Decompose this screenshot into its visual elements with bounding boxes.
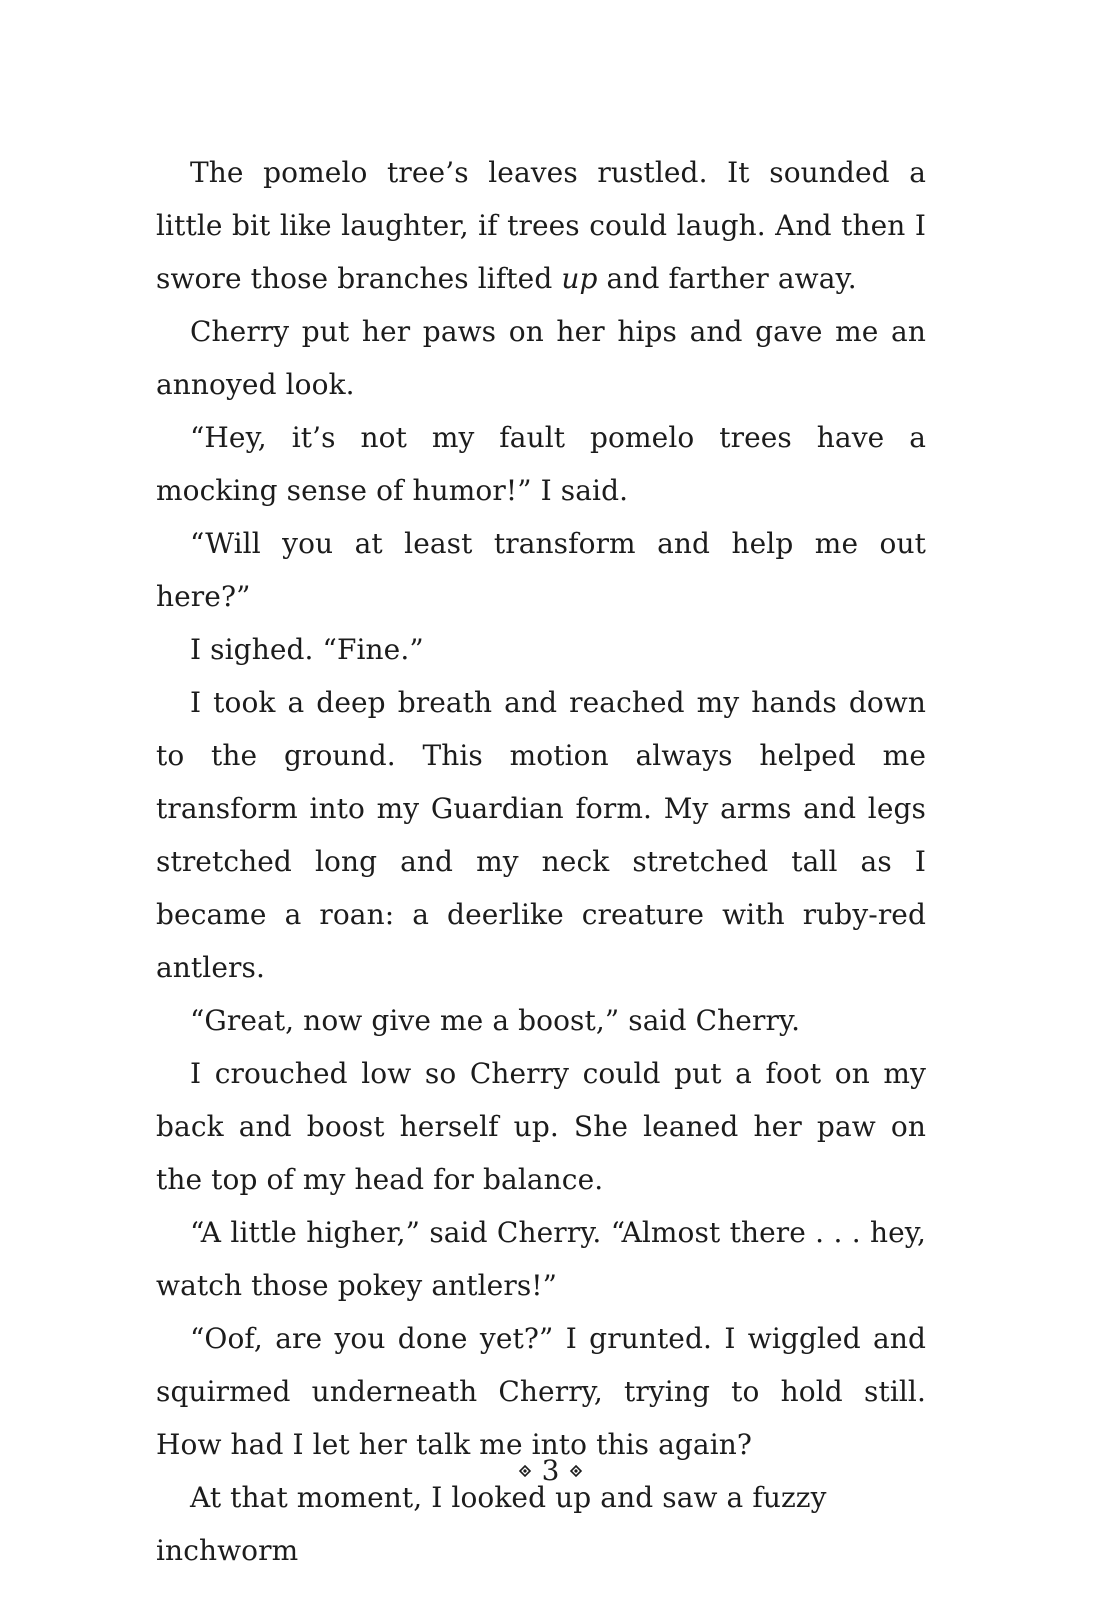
paragraph-8: I crouched low so Cherry could put a foot on my back and boost herself up. She leaned her paw on the top of my head for balance. xyxy=(156,1057,926,1196)
paragraph-4: “Will you at least transform and help me out here?” xyxy=(156,527,926,613)
body-text xyxy=(156,146,926,1577)
paragraph-9: “A little higher,” said Cherry. “Almost there . . . hey, watch those pokey antlers!” xyxy=(156,1216,926,1302)
paragraph-11: At that moment, I looked up and saw a fuzzy inchworm xyxy=(156,1481,827,1567)
paragraph-6: I took a deep breath and reached my hands down to the ground. This motion always helped me transform into my Guardian form. My arms and legs stretched long and my neck stretched tall as I became a roan: a deerlike creature with ruby-red antlers. xyxy=(156,686,926,984)
paragraph-1-text-start: The pomelo tree’s leaves rustled. It sounded a little bit like laughter, if trees could laugh. And then I swore those branches lifted xyxy=(156,156,926,295)
diamond-ornament-icon xyxy=(569,1464,583,1478)
paragraph-3: “Hey, it’s not my fault pomelo trees have a mocking sense of humor!” I said. xyxy=(156,421,926,507)
paragraph-1 xyxy=(156,146,926,305)
diamond-ornament-icon xyxy=(518,1464,532,1478)
paragraph-1-emphasis: up xyxy=(561,262,598,295)
paragraph-2: Cherry put her paws on her hips and gave me an annoyed look. xyxy=(156,315,926,401)
paragraph-10: “Oof, are you done yet?” I grunted. I wiggled and squirmed underneath Cherry, trying to hold still. How had I let her talk me into this again? xyxy=(156,1322,926,1461)
paragraph-5: I sighed. “Fine.” xyxy=(190,633,424,666)
paragraph-1-text-end: and farther away. xyxy=(597,262,857,295)
paragraph-7: “Great, now give me a boost,” said Cherry. xyxy=(190,1004,801,1037)
page-number: 3 xyxy=(541,1454,560,1487)
page-footer xyxy=(0,1453,1101,1489)
